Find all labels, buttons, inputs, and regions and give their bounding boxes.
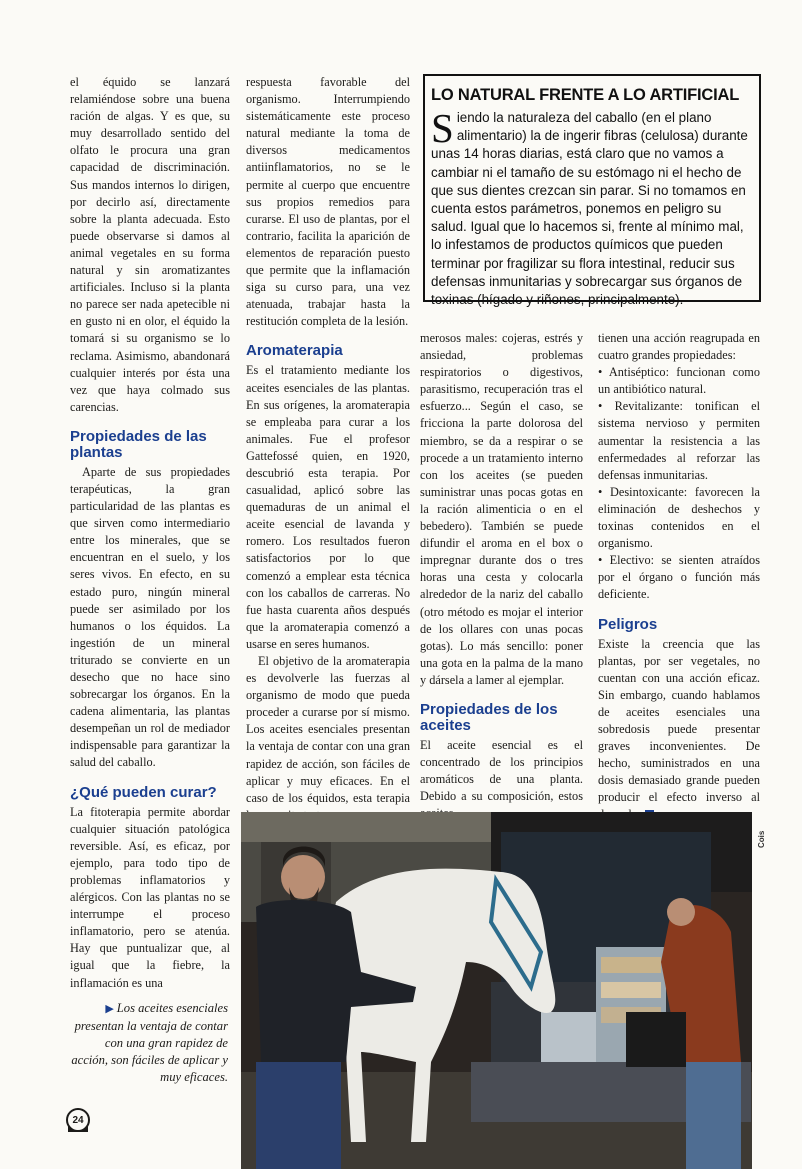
drop-cap: S <box>431 105 454 151</box>
paragraph: tienen una acción reagrupada en cuatro grandes propiedades: <box>598 331 760 363</box>
bullet-item: • Desintoxicante: favorecen la eliminación de deshechos y toxinas contenidos en el organismo. <box>598 484 760 551</box>
heading-propiedades-aceites: Propiedades de los aceites <box>420 700 558 734</box>
photo-illustration <box>241 812 752 1169</box>
column-4 <box>598 330 760 824</box>
box-body <box>431 105 753 309</box>
paragraph: El objetivo de la aromaterapia es devolverle las fuerzas al organismo de modo que pueda proceder a curarse por sí mismo. Los aceites esenciales presentan la ventaja de contar con una gran rapidez de acción, son fáciles de aplicar y muy eficaces. En el caso de los équidos, esta terapia <box>246 654 410 805</box>
paragraph <box>598 636 760 824</box>
photo-horse-treatment <box>241 812 752 1169</box>
paragraph: el équido se lanzará relamiéndose sobre una buena ración de algas. Y es que, su muy desarrollado sentido del olfato le procura una gran capacidad de discriminación. Sus mandos internos lo dirigen, por decirlo así, directamente sobre la planta adecuada. Esto puede observarse si damos al animal vegetales en su forma natural y sin aromatizantes artificiales. Incluso si la planta no parece ser nada apetecible ni en gusto ni en olor, el équido la tomará si su organismo se lo reclama. Asimismo, abandonará cualquier interés por ésta una vez que haya colmado sus carencias. <box>70 75 230 414</box>
heading-que-pueden-curar: ¿Qué pueden curar? <box>70 783 217 801</box>
paragraph: El aceite esencial es el concentrado de los principios aromáticos de una planta. Debido a su composición, estos <box>420 737 583 804</box>
column-2 <box>246 74 410 824</box>
paragraph-text: Existe la creencia que las plantas, por ser vegetales, no cuentan con una acción eficaz. Sin embargo, cuando hablamos de aceites esenciales una sobredosis puede presentar graves inconvenientes. De hecho, suministrados en una dosis demasiado grande pueden producir el efecto inverso al <box>598 636 760 805</box>
heading-peligros: Peligros <box>598 615 658 633</box>
heading-propiedades-plantas: Propiedades de las plantas <box>70 427 207 461</box>
paragraph: Es el tratamiento mediante los aceites esenciales de las plantas. En sus orígenes, la aromaterapia se empleaba para curar a los animales. Fue el profesor Gattefossé quien, en 1920, descubrió esta terapia. Por casualidad, aplicó sobre las quemaduras de un animal el aceite esencial de lavanda y romero. Los resultados fueron satisfactorios por lo que comenzó a emplear esta técnica con los caballos de carreras. No fue hasta cuarenta años después que la aromaterapia comenzó a usarse en seres humanos. <box>246 363 410 651</box>
column-1 <box>70 74 230 992</box>
paragraph: respuesta favorable del organismo. Interrumpiendo sistemáticamente este proceso natural mediante la toma de diversos medicamentos antiinflamatorios, no se le permite al cuerpo que encuentre sus propios remedios para curarse. El uso de plantas, por el contrario, facilita la aparición de elementos de reparación puesto que permite que la inflamación siga su curso para, una vez atenuada, trabajar hasta la restitución completa de la lesión. <box>246 75 410 329</box>
page-number: 24 <box>66 1108 90 1132</box>
bullet-item: • Revitalizante: tonifican el sistema nervioso y permiten aumentar la resistencia a las enfermedades al reforzar las defensas inmunitarias. <box>598 399 760 482</box>
photo-caption <box>70 1000 228 1086</box>
column-3 <box>420 330 583 822</box>
paragraph: merosos males: cojeras, estrés y ansiedad, problemas respiratorios o digestivos, parasitismo, recuperación tras el esfuerzo... Según el caso, se fricciona la parte dolorosa del miembro, se da a respirar o se procede a un tratamiento interno con los aceites (se pueden suministrar unas pocas gotas en la ración alimenticia o en el bebedero). También se puede difundir el aroma en el box o impregnar durante dos o tres horas una cesta y colocarla alrededor de la nariz del caballo (otro método es mojar el interior de los ollares con unas pocas gotas). Lo más sencillo: poner una gota en la palma de la mano y dársela a lamer al ejemplar. <box>420 331 583 687</box>
photo-credit: Cois <box>757 830 766 848</box>
bullet-item: • Antiséptico: funcionan como un antibiótico natural. <box>598 365 760 397</box>
caption-text: Los aceites esenciales presentan la ventaja de contar con una gran rapidez de acción, son fáciles de aplicar y muy eficaces. <box>71 1001 228 1084</box>
box-text: iendo la naturaleza del caballo (en el plano alimentario) la de ingerir fibras (celulosa) durante unas 14 horas diarias, está claro que no vamos a cambiar ni el tamaño de su estómago ni el hecho de que sus dientes crezcan sin parar. Si no tomamos en cuenta estos parámetros, ponemos en peligro su salud. Igual que lo hacemos si, frente al mínimo mal, lo infestamos de productos químicos que pueden terminar por fragilizar su flora intestinal, reducir sus defensas inmunitarias y sobrecargar sus órganos de toxinas (hígado y riñones, principalmente). <box>431 110 748 308</box>
box-title: LO NATURAL FRENTE A LO ARTIFICIAL <box>431 86 740 104</box>
bullet-item: • Electivo: se sienten atraídos por el órgano o función más deficiente. <box>598 553 760 602</box>
paragraph: La fitoterapia permite abordar cualquier situación patológica reversible. Así, es eficaz, por ejemplo, para todo tipo de problemas inflamatorios y alérgicos. Con las plantas no se interrumpe el proceso inflamatorio, pero se atenúa. Hay que puntualizar que, al igual que la fiebre, la inflamación es una <box>70 804 230 990</box>
heading-aromaterapia: Aromaterapia <box>246 342 343 360</box>
paragraph: Aparte de sus propiedades terapéuticas, la gran particularidad de las plantas es que sirven como intermediario entre los minerales, que se encuentran en el suelo, y los seres vivos. En efecto, en su estado puro, ningún mineral puede ser asimilado por los humanos o los équidos. La ingestión de un mineral triturado se convierte en un desecho que no hace sino sobrecargar los órganos. En la cadena alimentaria, las plantas desempeñan un rol de mediador indispensable para garantizar la salud del caballo. <box>70 464 230 770</box>
caption-arrow-icon: ▶ <box>105 1003 114 1015</box>
sidebar-box <box>423 74 761 308</box>
